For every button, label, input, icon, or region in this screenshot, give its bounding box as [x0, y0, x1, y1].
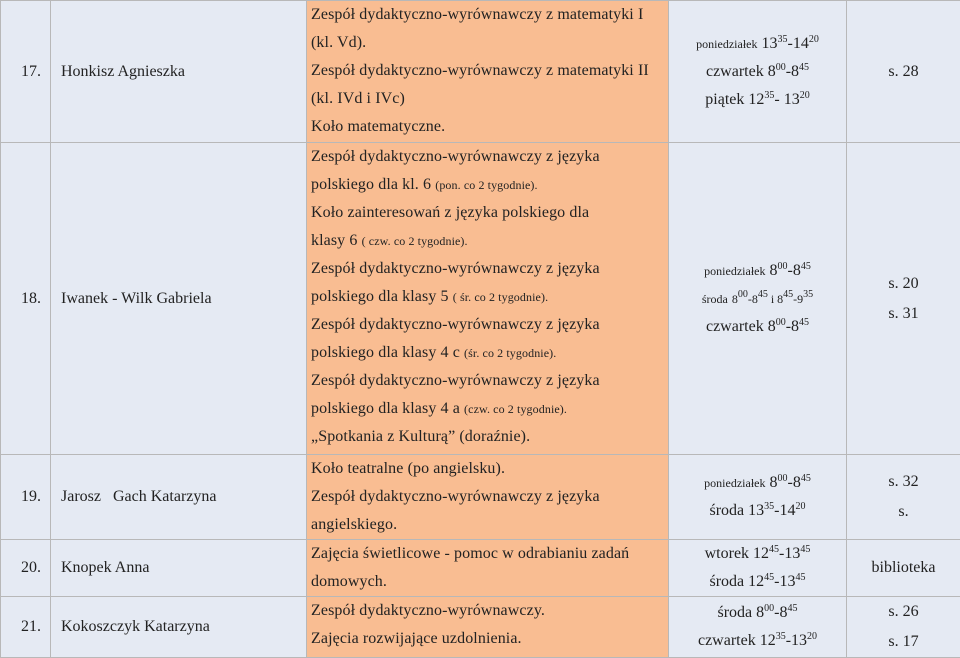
- activity-line: [311, 568, 668, 596]
- time-hour: 8: [756, 604, 764, 621]
- table-row: [1, 1, 960, 143]
- activity-line: [311, 311, 668, 339]
- teacher-name: Honkisz Agnieszka: [51, 1, 307, 143]
- activity-line: [311, 113, 668, 141]
- room-label: s. 26: [847, 597, 960, 627]
- activity-line: [311, 455, 668, 483]
- time-hour: 8: [791, 318, 799, 335]
- weekday: piątek: [705, 91, 744, 108]
- time-hour: 8: [793, 262, 801, 279]
- times-cell: [669, 143, 847, 455]
- table-row: [1, 455, 960, 540]
- time-line: [669, 540, 846, 568]
- activity-note: ( czw. co 2 tygodnie).: [362, 234, 468, 248]
- room-label: s. 28: [847, 57, 960, 87]
- weekday: czwartek: [706, 63, 764, 80]
- weekday: poniedziałek: [704, 264, 765, 278]
- time-minute: 45: [795, 572, 805, 583]
- time-separator: -: [774, 502, 779, 519]
- time-hour: 14: [779, 502, 795, 519]
- activity-text: polskiego dla klasy 4 a: [311, 400, 464, 417]
- time-separator: -: [786, 318, 791, 335]
- activity-line: [311, 283, 668, 311]
- time-line: [669, 469, 846, 497]
- activity-text: Zespół dydaktyczno-wyrównawczy z języka: [311, 148, 600, 165]
- room-label: s. 20: [847, 269, 960, 299]
- room-label: s. 31: [847, 299, 960, 329]
- activity-line: [311, 540, 668, 568]
- weekday: środa: [718, 604, 753, 621]
- time-line: [669, 599, 846, 627]
- row-number: 21.: [1, 597, 51, 658]
- activity-text: Zajęcia rozwijające uzdolnienia.: [311, 630, 522, 647]
- activity-text: Koło matematyczne.: [311, 118, 445, 135]
- time-minute: 35: [803, 289, 813, 300]
- time-line: [669, 627, 846, 655]
- time-minute: 35: [764, 501, 774, 512]
- activity-line: [311, 395, 668, 423]
- activity-line: [311, 1, 668, 29]
- activity-line: [311, 339, 668, 367]
- activity-text: Zespół dydaktyczno-wyrównawczy z matematyki I: [311, 6, 643, 23]
- time-separator: -: [787, 35, 792, 52]
- activity-text: „Spotkania z Kulturą” (doraźnie).: [311, 428, 530, 445]
- activity-text: polskiego dla klasy 5: [311, 288, 453, 305]
- time-separator: -: [779, 545, 784, 562]
- time-minute: 20: [809, 34, 819, 45]
- time-hour: 8: [768, 63, 776, 80]
- activities-cell: [307, 597, 669, 658]
- room-label: s. 32: [847, 467, 960, 497]
- time-hour: 12: [748, 91, 764, 108]
- time-minute: 00: [738, 289, 748, 300]
- time-hour: 9: [797, 292, 803, 306]
- activity-text: domowych.: [311, 573, 387, 590]
- times-cell: [669, 1, 847, 143]
- time-hour: 8: [791, 63, 799, 80]
- row-number: 18.: [1, 143, 51, 455]
- time-separator: -: [787, 474, 792, 491]
- time-separator: -: [787, 262, 792, 279]
- time-hour: 8: [777, 292, 783, 306]
- activity-text: klasy 6: [311, 232, 362, 249]
- time-hour: 8: [769, 474, 777, 491]
- teacher-name: Iwanek - Wilk Gabriela: [51, 143, 307, 455]
- activity-text: (kl. Vd).: [311, 34, 366, 51]
- time-line: [669, 285, 846, 313]
- activity-note: (śr. co 2 tygodnie).: [464, 346, 556, 360]
- activity-text: Zespół dydaktyczno-wyrównawczy z języka: [311, 316, 600, 333]
- time-hour: 8: [779, 604, 787, 621]
- time-minute: 20: [795, 501, 805, 512]
- time-minute: 00: [777, 261, 787, 272]
- time-minute: 00: [776, 317, 786, 328]
- time-minute: 00: [777, 473, 787, 484]
- time-minute: 45: [801, 473, 811, 484]
- activity-line: [311, 597, 668, 625]
- times-cell: [669, 597, 847, 658]
- schedule-body: [1, 1, 960, 658]
- room-label: s. 17: [847, 627, 960, 657]
- row-number: 20.: [1, 540, 51, 597]
- time-minute: 45: [801, 261, 811, 272]
- rooms-cell: [847, 540, 960, 597]
- time-minute: 45: [764, 572, 774, 583]
- time-separator: -: [774, 604, 779, 621]
- time-hour: 13: [761, 35, 777, 52]
- activity-text: (kl. IVd i IVc): [311, 90, 405, 107]
- activity-line: [311, 367, 668, 395]
- activity-line: [311, 29, 668, 57]
- time-hour: 12: [748, 573, 764, 590]
- time-hour: 8: [752, 292, 758, 306]
- activity-line: [311, 85, 668, 113]
- time-minute: 45: [787, 603, 797, 614]
- time-hour: 8: [732, 292, 738, 306]
- weekday: środa: [710, 502, 745, 519]
- activity-line: [311, 57, 668, 85]
- activity-note: (czw. co 2 tygodnie).: [464, 402, 567, 416]
- teacher-name: Knopek Anna: [51, 540, 307, 597]
- activity-line: [311, 511, 668, 539]
- room-label: biblioteka: [847, 553, 960, 583]
- time-hour: 12: [753, 545, 769, 562]
- time-connector: i: [768, 292, 777, 306]
- activity-line: [311, 199, 668, 227]
- time-minute: 45: [783, 289, 793, 300]
- activities-cell: [307, 455, 669, 540]
- activities-cell: [307, 143, 669, 455]
- weekday: poniedziałek: [704, 476, 765, 490]
- time-line: [669, 257, 846, 285]
- time-minute: 45: [799, 317, 809, 328]
- time-minute: 35: [777, 34, 787, 45]
- activity-line: [311, 171, 668, 199]
- time-minute: 20: [807, 631, 817, 642]
- time-minute: 45: [758, 289, 768, 300]
- activity-line: [311, 423, 668, 451]
- teacher-name: Jarosz Gach Katarzyna: [51, 455, 307, 540]
- activity-text: Zespół dydaktyczno-wyrównawczy.: [311, 602, 545, 619]
- room-label: s.: [847, 497, 960, 527]
- time-hour: 13: [791, 632, 807, 649]
- activity-text: Zespół dydaktyczno-wyrównawczy z języka: [311, 372, 600, 389]
- activity-text: Zespół dydaktyczno-wyrównawczy z języka: [311, 260, 600, 277]
- weekday: wtorek: [705, 545, 749, 562]
- row-number: 17.: [1, 1, 51, 143]
- activity-text: angielskiego.: [311, 516, 397, 533]
- activities-cell: [307, 540, 669, 597]
- time-line: [669, 568, 846, 596]
- time-minute: 45: [769, 544, 779, 555]
- rooms-cell: [847, 597, 960, 658]
- time-minute: 00: [764, 603, 774, 614]
- time-hour: 8: [768, 318, 776, 335]
- time-line: [669, 313, 846, 341]
- activity-line: [311, 625, 668, 653]
- time-hour: 12: [760, 632, 776, 649]
- time-hour: 14: [793, 35, 809, 52]
- weekday: poniedziałek: [696, 37, 757, 51]
- time-hour: 13: [784, 545, 800, 562]
- time-line: [669, 30, 846, 58]
- table-row: [1, 540, 960, 597]
- rooms-cell: [847, 1, 960, 143]
- time-separator: -: [793, 292, 797, 306]
- weekday: czwartek: [706, 318, 764, 335]
- activity-text: Koło zainteresowań z języka polskiego dla: [311, 204, 589, 221]
- time-hour: 13: [779, 573, 795, 590]
- time-separator: -: [786, 63, 791, 80]
- time-hour: 8: [793, 474, 801, 491]
- activity-line: [311, 227, 668, 255]
- activity-text: Zajęcia świetlicowe - pomoc w odrabianiu zadań: [311, 545, 629, 562]
- row-number: 19.: [1, 455, 51, 540]
- activity-text: Zespół dydaktyczno-wyrównawczy z matematyki II: [311, 62, 649, 79]
- time-hour: 13: [784, 91, 800, 108]
- time-minute: 45: [800, 544, 810, 555]
- table-row: [1, 143, 960, 455]
- time-hour: 8: [769, 262, 777, 279]
- rooms-cell: [847, 143, 960, 455]
- activity-note: ( śr. co 2 tygodnie).: [453, 290, 548, 304]
- weekday: środa: [710, 573, 745, 590]
- time-separator: -: [748, 292, 752, 306]
- time-line: [669, 58, 846, 86]
- weekday: czwartek: [698, 632, 756, 649]
- activity-text: Zespół dydaktyczno-wyrównawczy z języka: [311, 488, 600, 505]
- activity-note: (pon. co 2 tygodnie).: [435, 178, 537, 192]
- time-minute: 35: [764, 90, 774, 101]
- teacher-name: Kokoszczyk Katarzyna: [51, 597, 307, 658]
- time-hour: 13: [748, 502, 764, 519]
- time-minute: 45: [799, 62, 809, 73]
- activity-line: [311, 255, 668, 283]
- time-minute: 00: [776, 62, 786, 73]
- times-cell: [669, 455, 847, 540]
- activity-text: Koło teatralne (po angielsku).: [311, 460, 505, 477]
- time-minute: 20: [800, 90, 810, 101]
- times-cell: [669, 540, 847, 597]
- table-row: [1, 597, 960, 658]
- activity-line: [311, 143, 668, 171]
- activity-line: [311, 483, 668, 511]
- activity-text: polskiego dla klasy 4 c: [311, 344, 464, 361]
- time-minute: 35: [776, 631, 786, 642]
- rooms-cell: [847, 455, 960, 540]
- activity-text: polskiego dla kl. 6: [311, 176, 435, 193]
- time-separator: -: [786, 632, 791, 649]
- time-line: [669, 497, 846, 525]
- time-separator: -: [774, 573, 779, 590]
- time-line: [669, 86, 846, 114]
- weekday: środa: [702, 292, 728, 306]
- activities-cell: [307, 1, 669, 143]
- time-separator: -: [774, 91, 783, 108]
